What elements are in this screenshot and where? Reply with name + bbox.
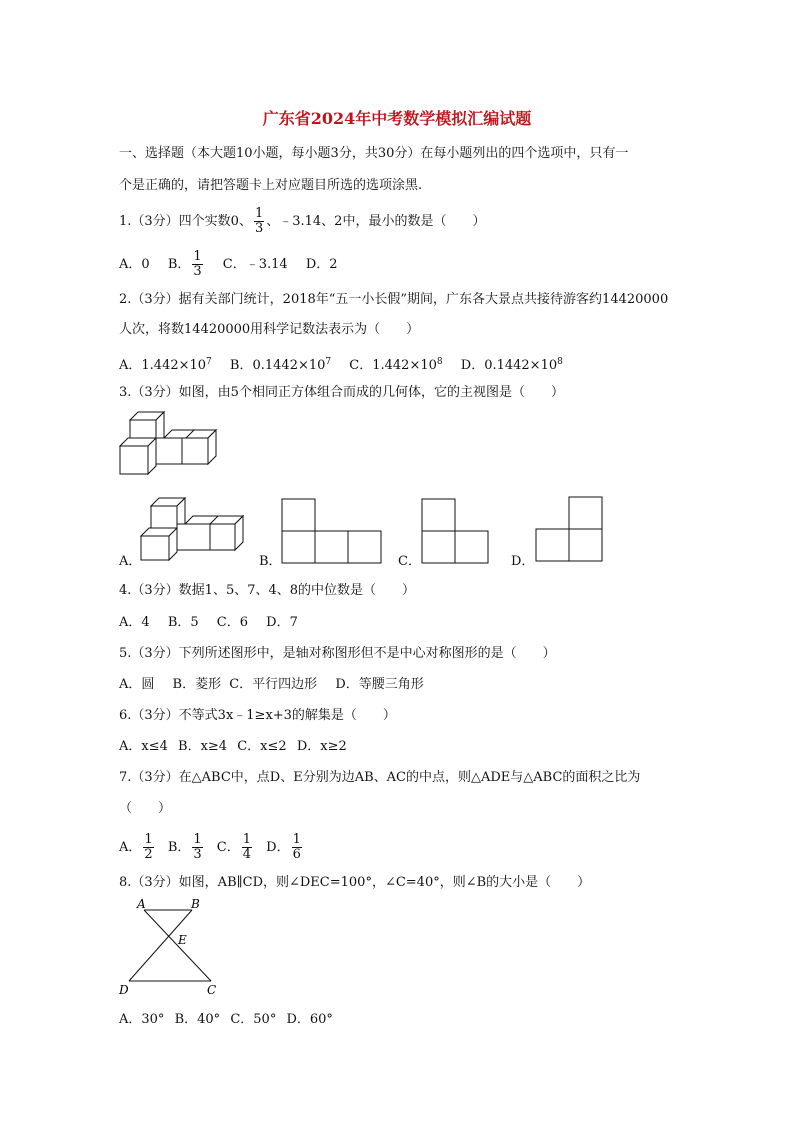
q8-label-c: C	[207, 983, 217, 997]
q1-option-c[interactable]: C．﹣3.14	[222, 257, 288, 272]
q8-label-d: D	[119, 983, 129, 997]
q2-option-b[interactable]: B．$0.1442\times 10^7$	[229, 357, 332, 373]
q4-option-c[interactable]: C．6	[216, 615, 248, 630]
q8-option-d[interactable]: D．60°	[286, 1012, 333, 1027]
question-8: 8.（3分）如图，AB∥CD，则∠DEC=100°，∠C=40°，则∠B的大小是（ ）	[119, 875, 591, 890]
q8-figure	[117, 896, 227, 1000]
q8-label-a: A	[137, 897, 146, 911]
q7-option-b[interactable]: B． $\frac{1}{3}$	[167, 832, 202, 862]
q7-option-d[interactable]: D． $\frac{1}{6}$	[266, 832, 301, 862]
q1-options	[119, 250, 352, 279]
q8-options	[119, 1010, 347, 1030]
question-7-line1: 7.（3分）在△ABC中，点D、E分别为边AB、AC的中点，则△ADE与△ABC的面积之比为	[119, 770, 641, 785]
section-instructions-line2: 个是正确的，请把答题卡上对应题目所选的选项涂黑.	[119, 178, 423, 193]
q7-option-a[interactable]: A． $\frac{1}{2}$	[119, 832, 153, 862]
q5-option-c[interactable]: C．平行四边形	[229, 677, 318, 692]
q1-option-a[interactable]: A．0	[119, 257, 150, 272]
q1-suffix: 、﹣3.14、2中，最小的数是（ ）	[266, 214, 486, 229]
q3-option-a-label[interactable]: A．	[119, 554, 142, 569]
question-3: 3.（3分）如图，由5个相同正方体组合而成的几何体，它的主视图是（ ）	[119, 385, 564, 400]
question-2-line1: 2.（3分）据有关部门统计，2018年“五一小长假”期间，广东各大景点共接待游客约14420000	[119, 292, 669, 307]
q6-option-a[interactable]: A．x≤4	[119, 739, 168, 754]
q4-options	[119, 613, 312, 633]
q4-option-d[interactable]: D．7	[266, 615, 298, 630]
question-1	[119, 207, 485, 236]
q3-option-c-label[interactable]: C．	[398, 554, 421, 569]
question-7-line2: （ ）	[119, 801, 172, 816]
q5-option-d[interactable]: D．等腰三角形	[335, 677, 424, 692]
question-5: 5.（3分）下列所述图形中，是轴对称图形但不是中心对称图形的是（ ）	[119, 646, 556, 661]
section-instructions-line1: 一、选择题（本大题10小题，每小题3分，共30分）在每小题列出的四个选项中，只有一	[119, 146, 629, 161]
q2-option-d[interactable]: D．$0.1442\times 10^8$	[460, 357, 563, 373]
q8-label-e: E	[178, 933, 187, 947]
q3-option-a-figure	[140, 496, 246, 566]
q5-options	[119, 675, 438, 695]
q4-option-a[interactable]: A．4	[119, 615, 150, 630]
page-title: 广东省2024年中考数学模拟汇编试题	[262, 109, 532, 128]
q6-options	[119, 737, 361, 757]
q3-option-d-label[interactable]: D．	[511, 554, 535, 569]
q2-options	[119, 352, 577, 376]
q6-option-b[interactable]: B．x≥4	[178, 739, 228, 754]
q1-prefix: 1.（3分）四个实数0、	[119, 214, 252, 229]
question-6: 6.（3分）不等式3x﹣1≥x+3的解集是（ ）	[119, 708, 396, 723]
q1-option-b[interactable]: B． $\frac{1}{3}$	[167, 249, 202, 279]
q2-option-c[interactable]: C．$1.442\times 10^8$	[349, 357, 443, 373]
q8-option-a[interactable]: A．30°	[119, 1012, 165, 1027]
q6-option-d[interactable]: D．x≥2	[296, 739, 347, 754]
q3-figure-cubes	[119, 410, 229, 490]
question-2-line2: 人次，将数14420000用科学记数法表示为（ ）	[119, 322, 420, 337]
q6-option-c[interactable]: C．x≤2	[237, 739, 287, 754]
q1-fraction: $\frac{1}{3}$	[254, 206, 264, 236]
q8-option-c[interactable]: C．50°	[230, 1012, 277, 1027]
q7-options	[119, 833, 318, 862]
question-4: 4.（3分）数据1、5、7、4、8的中位数是（ ）	[119, 583, 416, 598]
q3-option-c-figure	[421, 498, 491, 564]
q5-option-a[interactable]: A．圆	[119, 677, 155, 692]
q8-option-b[interactable]: B．40°	[174, 1012, 221, 1027]
q1-option-d[interactable]: D．2	[305, 257, 338, 272]
q5-option-b[interactable]: B．菱形	[172, 677, 222, 692]
q3-option-b-figure	[281, 498, 383, 564]
q3-option-b-label[interactable]: B．	[259, 554, 282, 569]
q8-label-b: B	[191, 897, 200, 911]
q2-option-a[interactable]: A．$1.442\times 10^7$	[119, 357, 212, 373]
q7-option-c[interactable]: C． $\frac{1}{4}$	[216, 832, 252, 862]
q4-option-b[interactable]: B．5	[167, 615, 199, 630]
q3-option-d-figure	[535, 496, 605, 562]
